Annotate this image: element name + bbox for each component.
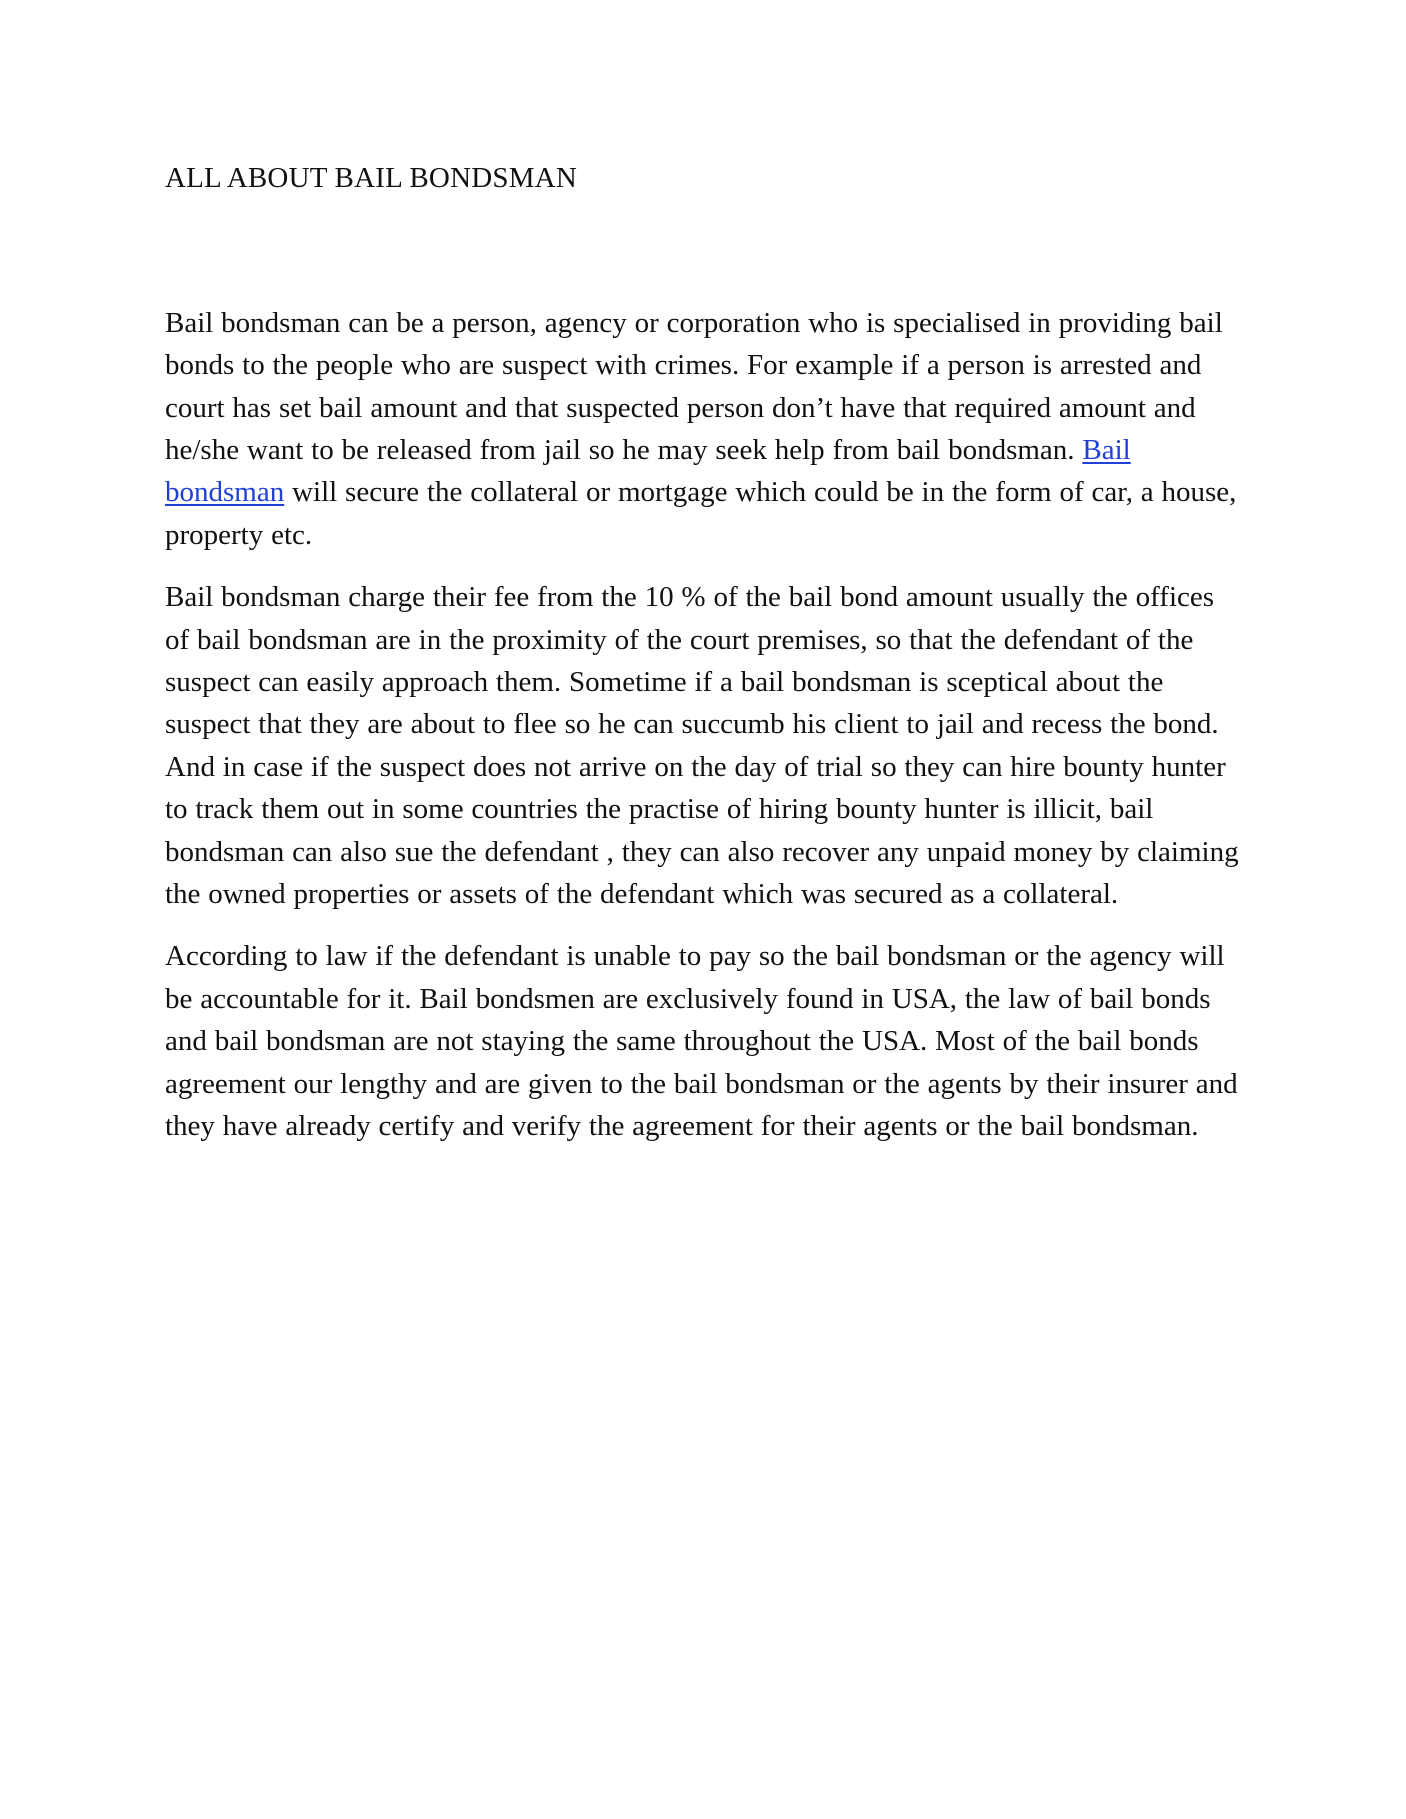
paragraph-3: According to law if the defendant is unable to pay so the bail bondsman or the agency will be accountable for it. Bail bondsmen are exclusively found in USA, the law of bail bonds and bail bondsman are not staying the same throughout the USA. Most of the bail bonds agreement our lengthy and are given to the bail bondsman or the agents by their insurer and they have already certify and verify the agreement for their agents or the bail bondsman.: [165, 940, 1238, 1142]
paragraph-1-text-after-link: will secure the collateral or mortgage which could be in the form of car, a house, property etc.: [165, 476, 1237, 551]
document-body: [165, 302, 1245, 1148]
paragraph-1: [165, 302, 1245, 556]
paragraph-2: Bail bondsman charge their fee from the 10 % of the bail bond amount usually the offices of bail bondsman are in the proximity of the court premises, so that the defendant of the suspect can easily approach them. Sometime if a bail bondsman is sceptical about the suspect that they are about to flee so he can succumb his client to jail and recess the bond. And in case if the suspect does not arrive on the day of trial so they can hire bounty hunter to track them out in some countries the practise of hiring bounty hunter is illicit, bail bondsman can also sue the defendant , they can also recover any unpaid money by claiming the owned properties or assets of the defendant which was secured as a collateral.: [165, 581, 1239, 910]
document-content: [165, 160, 1245, 1167]
bail-bondsman-link[interactable]: Bail bondsman: [165, 433, 1131, 509]
paragraph-1-text-before-link: Bail bondsman can be a person, agency or corporation who is specialised in providing bail bonds to the people who are suspect with crimes. For example if a person is arrested and court has set bail amount and that suspected person don’t have that required amount and he/she want to be released from jail so he may seek help from bail bondsman.: [165, 306, 1223, 466]
document-title: ALL ABOUT BAIL BONDSMAN: [165, 162, 577, 194]
